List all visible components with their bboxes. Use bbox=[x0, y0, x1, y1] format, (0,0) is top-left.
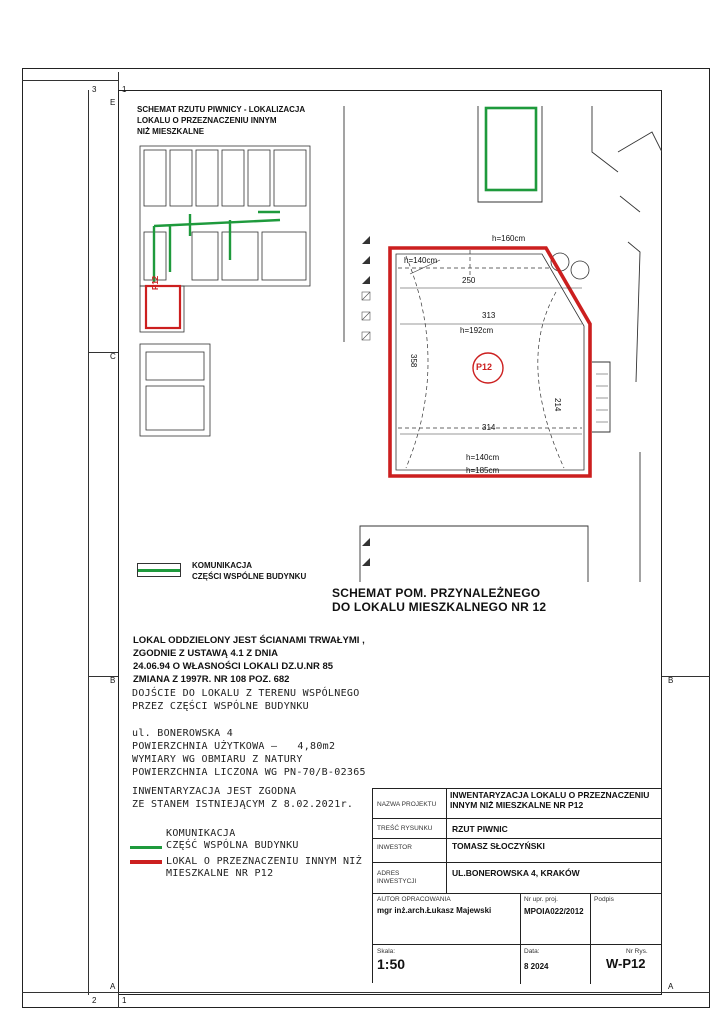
wall-line bbox=[592, 106, 618, 172]
dim-label: 358 bbox=[409, 354, 418, 368]
dim-label: h=140cm bbox=[404, 256, 438, 265]
tb-label-signature: Podpis bbox=[594, 896, 614, 903]
legend-swatch-common bbox=[130, 846, 162, 849]
keyplan-drawing bbox=[130, 140, 320, 440]
plan-title bbox=[332, 586, 546, 614]
tb-project-value bbox=[450, 790, 649, 810]
tb-scale-value: 1:50 bbox=[377, 956, 406, 972]
tb-label-address bbox=[377, 870, 416, 886]
margin-mark: B bbox=[110, 676, 116, 685]
legend-bottom-unit bbox=[166, 856, 362, 880]
keyplan-building-outline bbox=[140, 146, 310, 286]
legend-top-text bbox=[192, 560, 306, 582]
legend-line: CZĘŚCI WSPÓLNE BUDYNKU bbox=[192, 572, 307, 581]
tb-project-line: INWENTARYZACJA LOKALU O PRZEZNACZENIU bbox=[450, 790, 650, 800]
note-line: DOJŚCIE DO LOKALU Z TERENU WSPÓLNEGO bbox=[132, 688, 360, 699]
note-area-value: 4,80m2 bbox=[297, 741, 336, 752]
note-line: WYMIARY WG OBMIARU Z NATURY bbox=[132, 754, 303, 765]
floor-plan bbox=[320, 92, 662, 582]
legend-line: CZĘŚĆ WSPÓLNA BUDYNKU bbox=[166, 840, 299, 851]
common-area-outline bbox=[486, 108, 536, 190]
tb-label-line: INWESTYCJI bbox=[377, 878, 417, 885]
keyplan-title-line: SCHEMAT RZUTU PIWNICY - LOKALIZACJA bbox=[137, 105, 306, 114]
margin-mark: A bbox=[110, 982, 116, 991]
keyplan-common-route bbox=[154, 212, 280, 282]
note-line: INWENTARYZACJA JEST ZGODNA bbox=[132, 786, 297, 797]
note-line: ZMIANA Z 1997R. NR 108 POZ. 682 bbox=[133, 674, 290, 685]
notes-handwritten bbox=[132, 687, 366, 811]
note-area-label: POWIERZCHNIA UŻYTKOWA – bbox=[132, 741, 278, 752]
tb-label-line: ADRES bbox=[377, 870, 400, 877]
wall-line bbox=[360, 526, 588, 582]
keyplan-title bbox=[137, 104, 305, 137]
margin-mark: 1 bbox=[122, 996, 127, 1005]
unit-tag: P12 bbox=[476, 362, 493, 372]
stair-outline bbox=[592, 362, 610, 432]
tb-label-date: Data: bbox=[524, 948, 540, 955]
keyplan-annex-outline bbox=[140, 344, 210, 436]
keyplan-unit-tag: P12 bbox=[151, 275, 160, 290]
legend-swatch-unit bbox=[130, 860, 162, 864]
keyplan-unit-outline bbox=[146, 286, 180, 328]
note-line: PRZEZ CZĘŚCI WSPÓLNE BUDYNKU bbox=[132, 701, 309, 712]
tb-investor-value: TOMASZ SŁOCZYŃSKI bbox=[452, 841, 545, 851]
note-address: ul. BONEROWSKA 4 bbox=[132, 728, 234, 739]
col-tick bbox=[118, 993, 119, 1008]
legend-line: LOKAL O PRZEZNACZENIU INNYM NIŻ bbox=[166, 856, 362, 867]
note-line: LOKAL ODDZIELONY JEST ŚCIANAMI TRWAŁYMI , bbox=[133, 635, 365, 646]
tb-label-permit: Nr upr. proj. bbox=[524, 896, 558, 903]
margin-rule bbox=[88, 90, 89, 995]
margin-mark: C bbox=[110, 352, 116, 361]
wall-line bbox=[618, 132, 662, 152]
tb-address-value: UL.BONEROWSKA 4, KRAKÓW bbox=[452, 868, 580, 878]
tb-author-value: mgr inż.arch.Łukasz Majewski bbox=[377, 906, 492, 915]
dim-label: 313 bbox=[482, 311, 496, 320]
margin-mark: A bbox=[668, 982, 674, 991]
plan-title-line: DO LOKALU MIESZKALNEGO NR 12 bbox=[332, 600, 547, 614]
wall-line bbox=[620, 196, 640, 382]
notes-printed bbox=[133, 634, 365, 686]
dim-label: 314 bbox=[482, 423, 496, 432]
legend-bottom-common bbox=[166, 828, 299, 852]
margin-mark: B bbox=[668, 676, 674, 685]
wall-line bbox=[478, 106, 542, 202]
note-line: ZGODNIE Z USTAWĄ 4.1 Z DNIA bbox=[133, 648, 278, 659]
section-markers bbox=[362, 236, 370, 566]
dim-label: h=140cm bbox=[466, 453, 500, 462]
note-line: 24.06.94 O WŁASNOŚCI LOKALI DZ.U.NR 85 bbox=[133, 661, 334, 672]
legend-swatch-common bbox=[137, 563, 181, 577]
tb-label-sheet: Nr Rys. bbox=[626, 948, 648, 955]
tb-label-project: NAZWA PROJEKTU bbox=[377, 801, 437, 808]
dim-label: h=185cm bbox=[466, 466, 500, 475]
tb-drawing-value: RZUT PIWNIC bbox=[452, 824, 508, 834]
dim-label: 250 bbox=[462, 276, 476, 285]
tb-project-line: INNYM NIŻ MIESZKALNE NR P12 bbox=[450, 800, 584, 810]
dim-label: h=192cm bbox=[460, 326, 494, 335]
tb-sheet-value: W-P12 bbox=[606, 956, 646, 971]
top-rule bbox=[22, 80, 118, 81]
tb-label-investor: INWESTOR bbox=[377, 844, 412, 851]
note-line: ZE STANEM ISTNIEJĄCYM Z 8.02.2021r. bbox=[132, 799, 354, 810]
keyplan-title-line: NIŻ MIESZKALNE bbox=[137, 127, 205, 136]
tb-label-author: AUTOR OPRACOWANIA bbox=[377, 896, 451, 903]
tb-label-drawing: TREŚĆ RYSUNKU bbox=[377, 825, 433, 832]
margin-mark: 2 bbox=[92, 996, 97, 1005]
legend-line: KOMUNIKACJA bbox=[166, 828, 236, 839]
dim-label: 214 bbox=[553, 398, 562, 412]
margin-mark: E bbox=[110, 98, 116, 107]
dim-label: h=160cm bbox=[492, 234, 526, 243]
plan-title-line: SCHEMAT POM. PRZYNALEŻNEGO bbox=[332, 586, 541, 600]
legend-line: KOMUNIKACJA bbox=[192, 561, 252, 570]
tb-date-value: 8 2024 bbox=[524, 962, 549, 971]
legend-line: MIESZKALNE NR P12 bbox=[166, 868, 274, 879]
note-line: POWIERZCHNIA LICZONA WG PN-70/B-02365 bbox=[132, 767, 366, 778]
col-tick bbox=[118, 72, 119, 90]
tb-label-scale: Skala: bbox=[377, 948, 396, 955]
tb-permit-value: MPOIA022/2012 bbox=[524, 907, 584, 916]
margin-mark: 1 bbox=[122, 85, 127, 94]
bottom-rule bbox=[22, 992, 710, 993]
margin-mark: 3 bbox=[92, 85, 97, 94]
keyplan-title-line: LOKALU O PRZEZNACZENIU INNYM bbox=[137, 116, 277, 125]
